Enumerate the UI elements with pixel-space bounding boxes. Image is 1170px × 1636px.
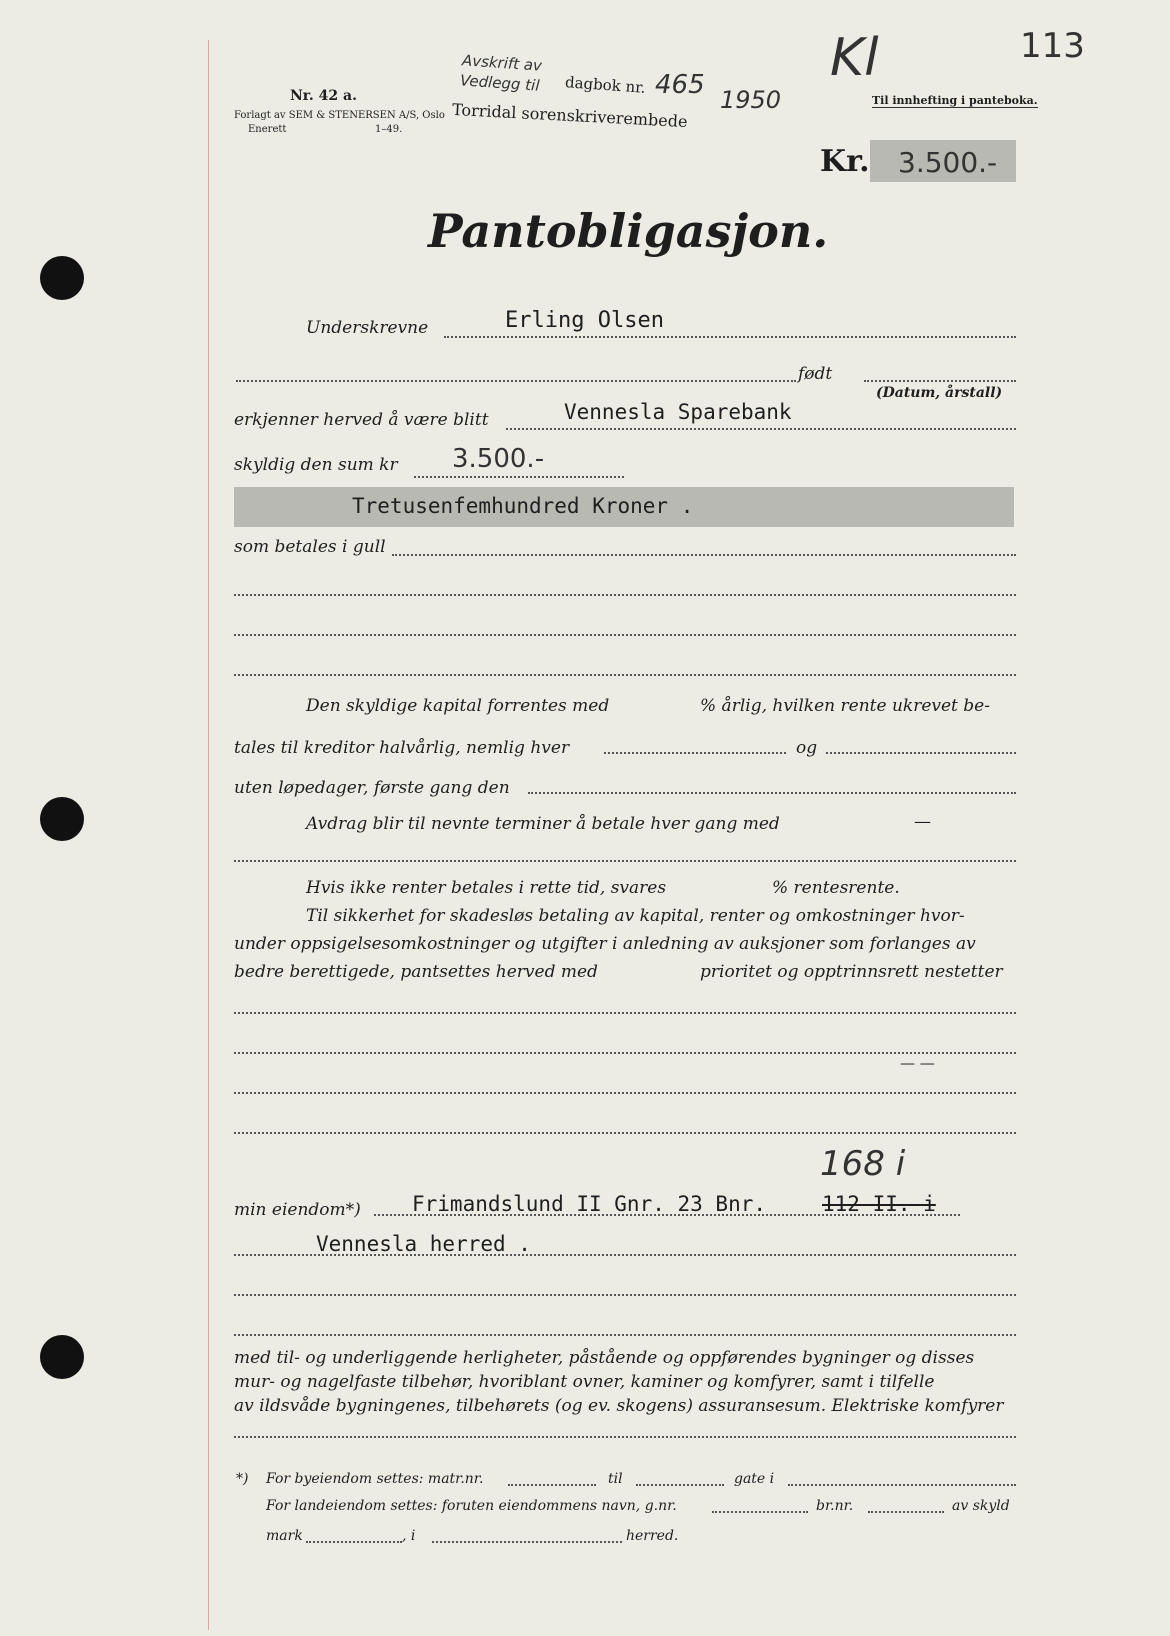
penalty-dash: — — [900, 1054, 935, 1072]
gold-label: som betales i gull [234, 537, 386, 557]
stamp-line-1: Avskrift av [461, 51, 543, 75]
date-hint: (Datum, årstall) [876, 385, 1003, 401]
penalty-line-1b: % rentesrente. [772, 878, 900, 898]
footnote-city-b: til [608, 1471, 623, 1487]
publisher: Forlagt av SEM & STENERSEN A/S, Oslo [234, 110, 445, 121]
municipality: Vennesla herred . [316, 1232, 531, 1256]
penalty-line-4a: bedre berettigede, pantsettes herved med [234, 962, 598, 982]
punch-hole [40, 256, 84, 300]
edition: 1–49. [375, 124, 403, 135]
property-value: Frimandslund II Gnr. 23 Bnr. [412, 1192, 767, 1216]
stamp-line-2: Vedlegg til [459, 71, 541, 95]
interest-line-2: tales til kreditor halvårlig, nemlig hver [234, 738, 570, 758]
punch-hole [40, 1335, 84, 1379]
sum-words: Tretusenfemhundred Kroner . [352, 494, 694, 518]
document-title: Pantobligasjon. [428, 204, 829, 258]
interest-line-1b: % årlig, hvilken rente ukrevet be- [700, 696, 990, 716]
interest-dash: — [914, 812, 931, 832]
footnote-city-a: For byeiendom settes: matr.nr. [266, 1471, 484, 1487]
form-number: Nr. 42 a. [290, 88, 357, 104]
interest-line-2b: og [796, 738, 818, 758]
property-label: min eiendom*) [234, 1200, 361, 1220]
margin-rule [208, 40, 209, 1630]
footnote-mark-c: herred. [626, 1528, 679, 1544]
interest-line-1: Den skyldige kapital forrentes med [306, 696, 610, 716]
closing-line-2: mur- og nagelfaste tilbehør, hvoriblant ovner, kaminer og komfyrer, samt i tilfelle [234, 1372, 935, 1392]
rights: Enerett [248, 124, 287, 135]
interest-line-4: Avdrag blir til nevnte terminer å betale hver gang med [306, 814, 780, 834]
property-struck: 112 II. i [822, 1192, 936, 1216]
closing-line-3: av ildsvåde bygningenes, tilbehørets (og ev. skogens) assuransesum. Elektriske komfyrer [234, 1396, 1004, 1416]
year: 1950 [720, 86, 782, 114]
penalty-line-1a: Hvis ikke renter betales i rette tid, svares [306, 878, 667, 898]
sum-value: 3.500.- [452, 444, 545, 474]
born-label: født [798, 364, 833, 384]
penalty-line-2: Til sikkerhet for skadesløs betaling av kapital, renter og omkostninger hvor- [306, 906, 965, 926]
punch-hole [40, 797, 84, 841]
undersigned-label: Underskrevne [306, 318, 429, 338]
kr-amount: 3.500.- [898, 146, 998, 179]
footnote-marker: *) [236, 1471, 249, 1487]
kr-label: Kr. [820, 144, 870, 179]
binding-note: Til innhefting i panteboka. [872, 94, 1038, 107]
footnote-land-c: av skyld [952, 1498, 1010, 1514]
penalty-line-3: under oppsigelsesomkostninger og utgifter i anledning av auksjoner som forlanges av [234, 934, 976, 954]
footnote-land-a: For landeiendom settes: foruten eiendommens navn, g.nr. [266, 1498, 677, 1514]
footnote-city-c: gate i [734, 1471, 775, 1487]
closing-line-1: med til- og underliggende herligheter, påstående og oppførendes bygninger og disses [234, 1348, 975, 1368]
page-number: 113 [1020, 26, 1085, 66]
footnote-mark-a: mark [266, 1528, 303, 1544]
interest-line-3: uten løpedager, første gang den [234, 778, 510, 798]
sum-label: skyldig den sum kr [234, 455, 398, 475]
penalty-line-4b: prioritet og opptrinnsrett nestetter [700, 962, 1003, 982]
footnote-land-b: br.nr. [816, 1498, 854, 1514]
dagbok-label: dagbok nr. [564, 73, 647, 97]
creditor-value: Vennesla Sparebank [564, 400, 792, 424]
undersigned-value: Erling Olsen [505, 308, 664, 333]
office: Torridal sorenskriverembede [451, 99, 688, 132]
signature: Kl [830, 28, 879, 88]
handwritten-correction: 168 i [820, 1144, 906, 1184]
dagbok-number: 465 [655, 70, 705, 100]
acknowledge-label: erkjenner herved å være blitt [234, 410, 489, 430]
footnote-mark-b: , i [402, 1528, 416, 1544]
